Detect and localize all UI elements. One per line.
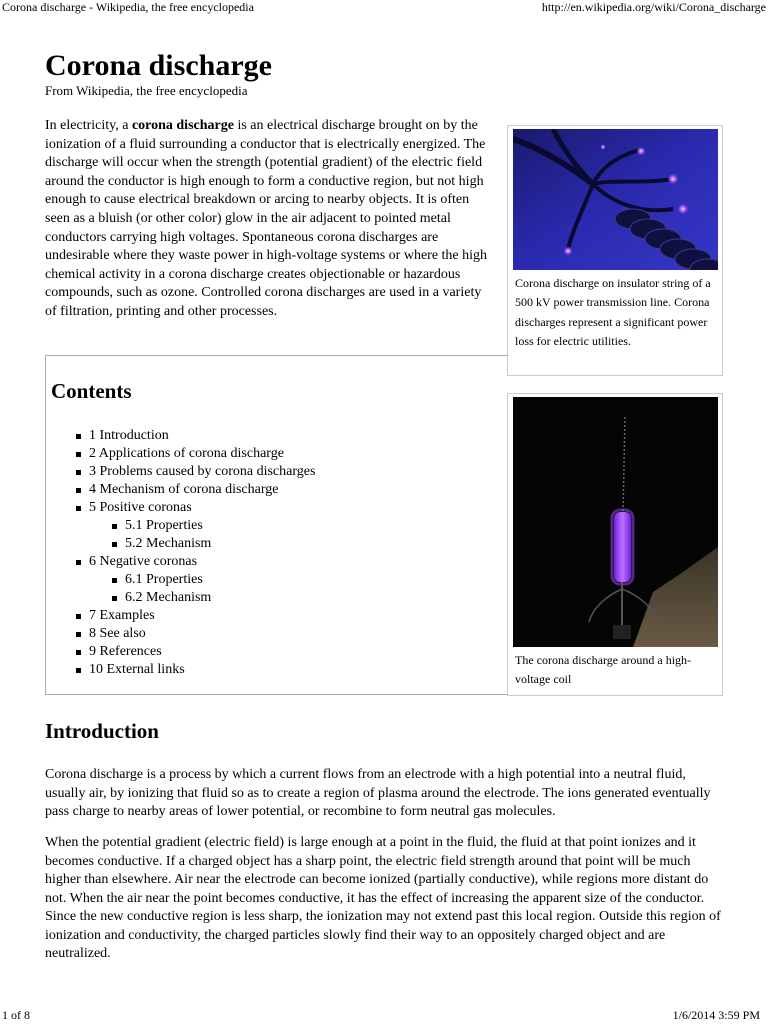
toc-subitem[interactable]: 5.1 Properties xyxy=(110,517,315,535)
insulator-corona-image[interactable] xyxy=(513,129,718,270)
toc-item[interactable]: 10 External links xyxy=(74,661,315,679)
figure-caption: Corona discharge on insulator string of a 500 kV power transmission line. Corona discharges represent a significant power loss for electric utilities. xyxy=(515,276,711,349)
page-title: Corona discharge xyxy=(45,49,272,82)
print-timestamp: 1/6/2014 3:59 PM xyxy=(672,1008,760,1022)
print-header-title: Corona discharge - Wikipedia, the free encyclopedia xyxy=(2,0,254,14)
figure-caption: The corona discharge around a high-voltage coil xyxy=(515,653,692,687)
toc-item[interactable]: 3 Problems caused by corona discharges xyxy=(74,463,315,481)
page-counter: 1 of 8 xyxy=(2,1008,30,1022)
toc-item[interactable]: 8 See also xyxy=(74,625,315,643)
toc-item[interactable]: 7 Examples xyxy=(74,607,315,625)
table-of-contents xyxy=(45,355,508,695)
toc-item[interactable]: 9 References xyxy=(74,643,315,661)
toc-item[interactable]: 2 Applications of corona discharge xyxy=(74,445,315,463)
toc-subitem[interactable]: 6.2 Mechanism xyxy=(110,589,315,607)
introduction-paragraph: When the potential gradient (electric field) is large enough at a point in the fluid, the fluid at that point ionizes and it becomes conductive. If a charged object has a sharp point, the electric field strength around that point will be much higher than elsewhere. Air near the electrode can become ionized (partially conductive), while regions more distant do not. When the air near the point becomes conductive, it has the effect of increasing the apparent size of the conductor. Since the new conductive region is less sharp, the ionization may not extend past this local region. Outside this region of ionization and conductivity, the charged particles slowly find their way to an oppositely charged object and are neutralized. xyxy=(45,835,721,961)
intro-bold-term: corona discharge xyxy=(131,118,234,133)
intro-rest: is an electrical discharge brought on by the ionization of a fluid surrounding a conductor that is electrically energized. The discharge will occur when the strength (potential gradient) of the electric field around the conductor is high enough to form a conductive region, but not high enough to cause electrical breakdown or arcing to nearby objects. It is often seen as a bluish (or other color) glow in the air adjacent to pointed metal conductors carrying high voltages. Spontaneous corona discharges are undesirable where they waste power in high-voltage systems or where the high chemical activity in a corona discharge creates objectionable or hazardous compounds, such as ozone. Controlled corona discharges are used in a variety of filtration, printing and other processes. xyxy=(45,118,488,319)
page-subtitle: From Wikipedia, the free encyclopedia xyxy=(45,83,248,98)
toc-list xyxy=(74,427,315,679)
intro-prefix: In electricity, a xyxy=(45,118,132,133)
toc-subitem[interactable]: 5.2 Mechanism xyxy=(110,535,315,553)
intro-paragraph xyxy=(45,117,495,322)
toc-subitem[interactable]: 6.1 Properties xyxy=(110,571,315,589)
print-header-url[interactable]: http://en.wikipedia.org/wiki/Corona_discharge xyxy=(541,0,766,14)
section-heading-introduction: Introduction xyxy=(45,719,159,743)
toc-item[interactable]: 4 Mechanism of corona discharge xyxy=(74,481,315,499)
figure-insulator-string xyxy=(507,125,723,376)
toc-item[interactable]: 5 Positive coronas xyxy=(74,499,315,517)
toc-title: Contents xyxy=(51,379,132,403)
introduction-paragraph: Corona discharge is a process by which a current flows from an electrode with a high potential into a neutral fluid, usually air, by ionizing that fluid so as to create a region of plasma around the electrode. The ions generated eventually pass charge to nearby areas of lower potential, or recombine to form neutral gas molecules. xyxy=(45,767,711,819)
figure-high-voltage-coil xyxy=(507,393,723,696)
coil-corona-image[interactable] xyxy=(513,397,718,647)
toc-item[interactable]: 6 Negative coronas xyxy=(74,553,315,571)
toc-item[interactable]: 1 Introduction xyxy=(74,427,315,445)
